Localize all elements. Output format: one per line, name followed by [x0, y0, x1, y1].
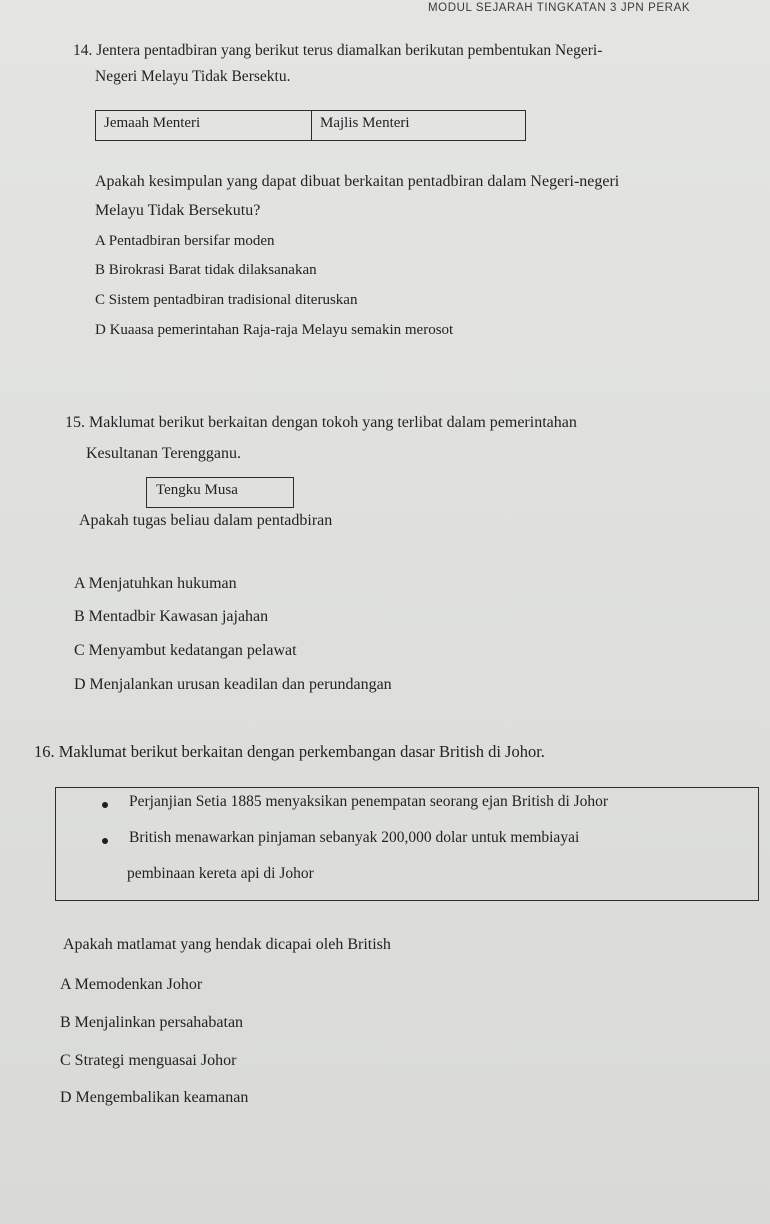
q14-question-line2: Melayu Tidak Bersekutu?	[95, 202, 261, 219]
q15-option-b: B Mentadbir Kawasan jajahan	[74, 608, 269, 625]
q14-stem-line1: 14. Jentera pentadbiran yang berikut terus diamalkan berikutan pembentukan Negeri-	[73, 42, 603, 59]
q16-option-a: A Memodenkan Johor	[60, 976, 203, 993]
q16-stem: 16. Maklumat berikut berkaitan dengan perkembangan dasar British di Johor.	[34, 742, 545, 761]
q14-option-d: D Kuaasa pemerintahan Raja-raja Melayu semakin merosot	[95, 322, 454, 338]
bullet-2	[102, 838, 108, 844]
q14-stem-line2: Negeri Melayu Tidak Bersektu.	[95, 68, 291, 85]
q16-bullet2-line1: British menawarkan pinjaman sebanyak 200,000 dolar untuk membiayai	[129, 829, 580, 846]
q15-stem-line2: Kesultanan Terengganu.	[86, 445, 241, 462]
q15-question: Apakah tugas beliau dalam pentadbiran	[79, 512, 333, 529]
q14-table	[95, 110, 526, 141]
q16-option-d: D Mengembalikan keamanan	[60, 1089, 249, 1106]
q15-box-text: Tengku Musa	[156, 482, 238, 498]
q15-box	[146, 477, 294, 508]
q16-option-c: C Strategi menguasai Johor	[60, 1052, 237, 1069]
q16-bullet1-text: Perjanjian Setia 1885 menyaksikan penempatan seorang ejan British di Johor	[129, 793, 609, 810]
q15-option-a: A Menjatuhkan hukuman	[74, 575, 237, 592]
module-header: MODUL SEJARAH TINGKATAN 3 JPN PERAK	[428, 2, 691, 14]
q15-stem-line1: 15. Maklumat berikut berkaitan dengan tokoh yang terlibat dalam pemerintahan	[65, 414, 577, 431]
q14-table-divider	[311, 111, 312, 140]
q16-bullet2-line2: pembinaan kereta api di Johor	[127, 865, 314, 882]
q16-question: Apakah matlamat yang hendak dicapai oleh British	[63, 936, 391, 953]
q14-option-c: C Sistem pentadbiran tradisional diteruskan	[95, 292, 358, 308]
q15-option-d: D Menjalankan urusan keadilan dan perundangan	[74, 676, 392, 693]
q15-option-c: C Menyambut kedatangan pelawat	[74, 642, 297, 659]
q14-option-b: B Birokrasi Barat tidak dilaksanakan	[95, 262, 317, 278]
q14-option-a: A Pentadbiran bersifar moden	[95, 233, 275, 249]
q14-table-cell-2: Majlis Menteri	[320, 115, 410, 131]
q16-info-box	[55, 787, 759, 901]
q14-table-cell-1: Jemaah Menteri	[104, 115, 201, 131]
q16-option-b: B Menjalinkan persahabatan	[60, 1014, 244, 1031]
q14-question-line1: Apakah kesimpulan yang dapat dibuat berkaitan pentadbiran dalam Negeri-negeri	[95, 173, 620, 190]
bullet-1	[102, 802, 108, 808]
